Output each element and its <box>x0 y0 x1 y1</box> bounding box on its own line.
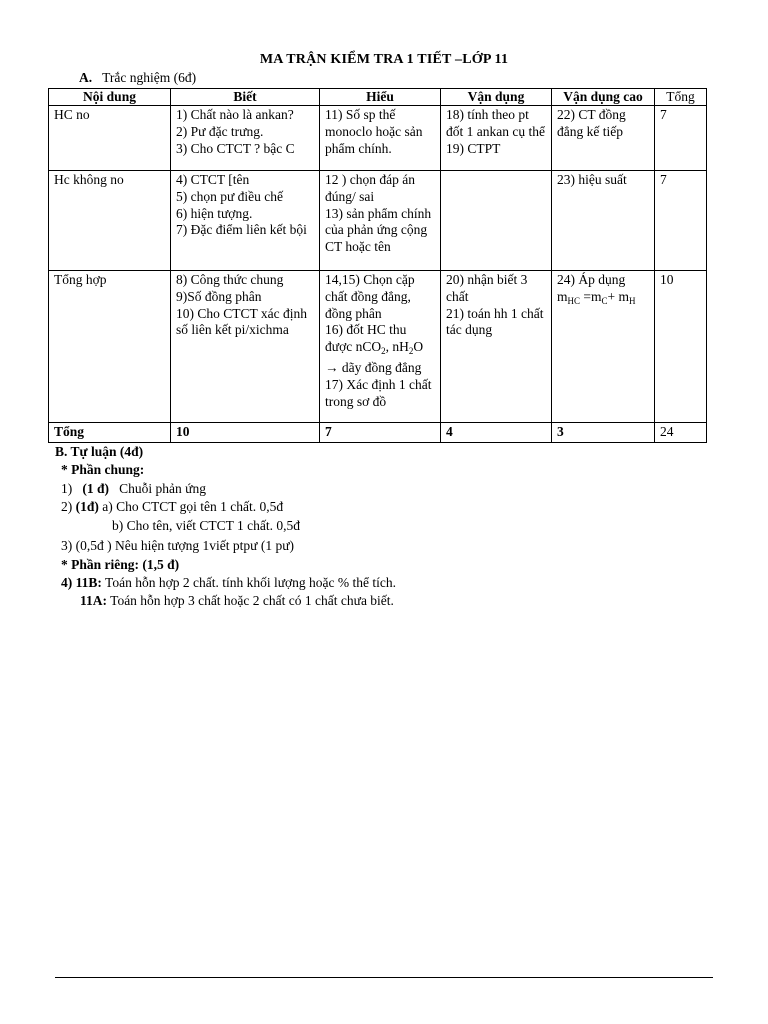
cell-hieu <box>320 271 441 423</box>
item-text: Toán hỗn hợp 3 chất hoặc 2 chất có 1 chất chưa biết. <box>110 593 394 608</box>
essay-item-1 <box>61 481 206 497</box>
essay-item-4b <box>80 593 394 609</box>
header-biet: Biết <box>171 89 320 106</box>
total-hieu: 7 <box>320 423 441 443</box>
essay-item-2b: b) Cho tên, viết CTCT 1 chất. 0,5đ <box>112 518 300 533</box>
question-item: 4) CTCT [tên <box>176 172 250 187</box>
item-text: Toán hỗn hợp 2 chất. tính khối lượng hoặc % thể tích. <box>105 575 396 590</box>
essay-item-4 <box>61 575 396 591</box>
question-item: 23) hiệu suất <box>557 172 627 187</box>
cell-van-dung-cao <box>552 171 655 271</box>
header-hieu: Hiểu <box>320 89 441 106</box>
page-title: MA TRẬN KIỂM TRA 1 TIẾT –LỚP 11 <box>259 52 509 67</box>
question-item: 14,15) Chọn cặp chất đồng đẳng, đồng phân <box>325 272 415 321</box>
total-van-dung-cao: 3 <box>552 423 655 443</box>
question-item: 17) Xác định 1 chất trong sơ đồ <box>325 376 432 409</box>
question-item: 1) Chất nào là ankan? <box>176 107 294 122</box>
section-b-heading: B. Tự luận (4đ) <box>55 444 144 459</box>
cell-van-dung <box>441 171 552 271</box>
cell-biet <box>171 106 320 171</box>
question-item: 10) Cho CTCT xác định số liên kết pi/xichma <box>176 305 307 338</box>
table-total-row <box>49 423 707 443</box>
common-part-heading: * Phần chung: <box>61 462 145 477</box>
subscript: 2 <box>408 346 414 357</box>
question-item: 7) Đặc điểm liên kết bội <box>176 222 307 238</box>
cell-tong: 10 <box>655 271 707 423</box>
cell-van-dung-cao <box>552 271 655 423</box>
essay-item-2 <box>61 499 283 515</box>
item-text: a) Cho CTCT gọi tên 1 chất. 0,5đ <box>102 499 284 514</box>
table-row <box>49 271 707 423</box>
formula-text: nH <box>392 339 409 355</box>
formula-text: O → dãy đồng đẳng <box>325 339 424 375</box>
question-item: 13) sản phẩm chính của phản ứng cộng CT hoặc tên <box>325 205 432 255</box>
cell-van-dung <box>441 271 552 423</box>
cell-biet <box>171 271 320 423</box>
question-item: 8) Công thức chung <box>176 272 284 287</box>
header-noi-dung: Nội dung <box>49 89 171 106</box>
subscript: HC <box>567 295 581 306</box>
subscript: 2 <box>381 346 386 357</box>
question-item: 16) đốt HC thu được nCO$_2$, $nH_2O$ → dãy đồng đẳng <box>325 322 424 375</box>
header-van-dung-cao: Vận dụng cao <box>552 89 655 106</box>
formula-text: m <box>557 288 568 304</box>
item-label: 11A: <box>80 593 107 608</box>
question-item: 18) tính theo pt đốt 1 ankan cụ thể <box>446 107 545 139</box>
formula-text: + m <box>607 288 630 304</box>
table-row <box>49 106 707 171</box>
table-header-row <box>49 89 707 106</box>
row-topic: Tổng hợp <box>49 271 171 423</box>
essay-item-3: 3) (0,5đ ) Nêu hiện tượng 1viết ptpư (1 pư) <box>61 538 295 553</box>
cell-hieu <box>320 106 441 171</box>
total-van-dung: 4 <box>441 423 552 443</box>
item-number: 1) <box>61 481 73 496</box>
formula <box>557 289 649 310</box>
cell-tong: 7 <box>655 106 707 171</box>
subscript: H <box>629 295 636 306</box>
question-item: 2) Pư đặc trưng. <box>176 123 264 139</box>
section-a-label: Trắc nghiệm (6đ) <box>102 70 197 85</box>
item-number: 2) <box>61 499 73 514</box>
header-tong: Tổng <box>655 89 707 106</box>
total-label: Tổng <box>49 423 171 443</box>
total-biet: 10 <box>171 423 320 443</box>
item-points: (1 đ) <box>82 481 109 496</box>
private-part-heading: * Phần riêng: (1,5 đ) <box>61 557 180 572</box>
question-item: 24) Áp dụng <box>557 272 626 287</box>
question-item: 5) chọn pư điều chế <box>176 188 284 204</box>
table-row <box>49 171 707 271</box>
cell-van-dung <box>441 106 552 171</box>
question-item: 3) Cho CTCT ? bậc C <box>176 140 295 156</box>
question-item: 11) Số sp thế monoclo hoặc sản phẩm chính. <box>325 107 423 156</box>
item-text: Chuỗi phản ứng <box>119 481 206 496</box>
section-a-marker: A. <box>79 70 93 85</box>
question-item: 20) nhận biết 3 chất <box>446 272 528 304</box>
cell-tong: 7 <box>655 171 707 271</box>
question-item: 9)Số đồng phân <box>176 288 262 304</box>
exam-matrix-table <box>48 88 707 443</box>
cell-biet <box>171 171 320 271</box>
subscript: C <box>601 295 608 306</box>
question-item: 22) CT đồng đẳng kế tiếp <box>557 107 626 139</box>
item-points: (1đ) <box>75 499 99 514</box>
question-item: 6) hiện tượng. <box>176 205 253 221</box>
total-tong: 24 <box>655 423 707 443</box>
header-van-dung: Vận dụng <box>441 89 552 106</box>
footer-divider <box>55 977 713 978</box>
row-topic: Hc không no <box>49 171 171 271</box>
question-item: 12 ) chọn đáp án đúng/ sai <box>325 172 415 204</box>
cell-van-dung-cao <box>552 106 655 171</box>
item-label: 4) 11B: <box>61 575 102 590</box>
question-item: 19) CTPT <box>446 140 501 156</box>
row-topic: HC no <box>49 106 171 171</box>
formula-text: =m <box>580 288 602 304</box>
formula-text: 16) đốt HC thu được nCO <box>325 322 407 355</box>
cell-hieu <box>320 171 441 271</box>
section-a-heading <box>79 70 196 86</box>
question-item: 21) toán hh 1 chất tác dụng <box>446 305 544 338</box>
